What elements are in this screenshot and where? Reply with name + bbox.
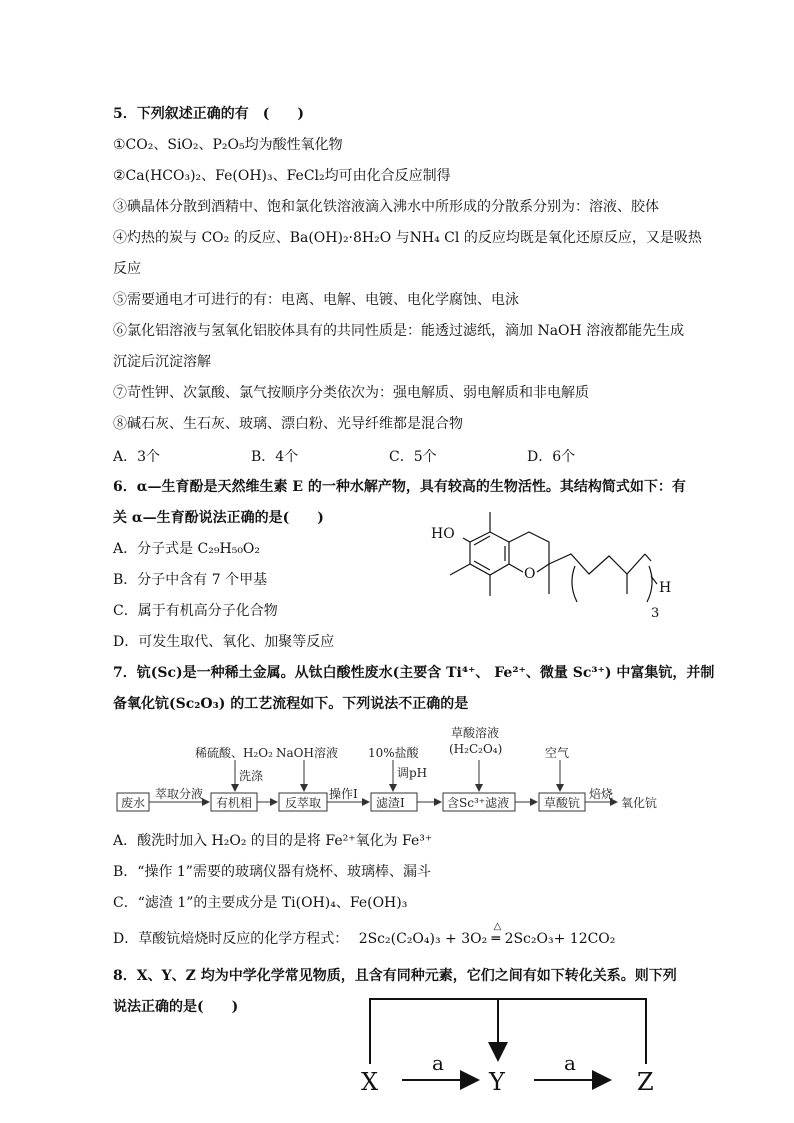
- substance-z-label: Z: [637, 1068, 654, 1096]
- flow-reagent-label: NaOH溶液: [276, 746, 338, 760]
- equals-sign: ═: [491, 931, 501, 947]
- flow-box-label: 含Sc³⁺滤液: [447, 796, 510, 810]
- q7-stem-continued: 备氧化钪(Sc₂O₃) 的工艺流程如下。下列说法不正确的是: [113, 696, 469, 712]
- flow-arrow-label: 萃取分液: [155, 787, 204, 801]
- q5-item: ⑦苛性钾、次氯酸、氯气按顺序分类依次为：强电解质、弱电解质和非电解质: [113, 385, 589, 401]
- q5-item: ⑤需要通电才可进行的有：电离、电解、电镀、电化学腐蚀、电泳: [113, 292, 519, 308]
- flow-reagent-label: 10%盐酸: [368, 746, 419, 760]
- substance-x-label: X: [361, 1068, 379, 1096]
- q6-option-d[interactable]: D．可发生取代、氧化、加聚等反应: [113, 634, 335, 650]
- q7-option-b[interactable]: B．“操作 1”需要的玻璃仪器有烧杯、玻璃棒、漏斗: [113, 864, 431, 880]
- flow-side-label: 调pH: [397, 766, 428, 780]
- q6-option-b[interactable]: B．分子中含有 7 个甲基: [113, 572, 268, 588]
- q6-stem-continued: 关 α—生育酚说法正确的是( ): [113, 510, 324, 526]
- q5-options: [113, 446, 653, 466]
- q5-item: ⑥氯化铝溶液与氢氧化铝胶体具有的共同性质是：能透过滤纸，滴加 NaOH 溶液都能先生成: [113, 323, 685, 339]
- q7-equation-right: 2Sc₂O₃+ 12CO₂: [504, 931, 616, 947]
- flow-arrow-label: 操作Ⅰ: [329, 787, 358, 801]
- flow-box-label: 草酸钪: [544, 796, 581, 810]
- q6-option-c[interactable]: C．属于有机高分子化合物: [113, 603, 278, 619]
- flow-box-label: 废水: [121, 796, 146, 810]
- q6-option-a[interactable]: A．分子式是 C₂₉H₅₀O₂: [113, 541, 261, 557]
- flow-reagent-label: (H₂C₂O₄): [449, 742, 503, 756]
- q6-stem: 6．α—生育酚是天然维生素 E 的一种水解产物，具有较高的生物活性。其结构简式如下：有: [113, 479, 686, 495]
- q5-item: ①CO₂、SiO₂、P₂O₅均为酸性氧化物: [113, 137, 343, 153]
- q7-equation-sign: [491, 921, 502, 949]
- scandium-process-flowchart: [113, 722, 693, 822]
- flow-reagent-label: 草酸溶液: [451, 726, 500, 740]
- q5-stem: 5．下列叙述正确的有 ( ): [113, 106, 304, 122]
- q7-option-a[interactable]: A．酸洗时加入 H₂O₂ 的目的是将 Fe²⁺氧化为 Fe³⁺: [113, 833, 433, 849]
- flow-box-label: 滤渣Ⅰ: [376, 796, 405, 810]
- q8-stem: 8．X、Y、Z 均为中学化学常见物质，且含有同种元素，它们之间有如下转化关系。则下列: [113, 968, 677, 984]
- q5-option-b[interactable]: B．4个: [251, 449, 299, 465]
- repeat-count-label: 3: [651, 606, 660, 621]
- reagent-a-label: a: [564, 1051, 576, 1075]
- substance-y-label: Y: [489, 1068, 505, 1096]
- q5-item: ⑧碱石灰、生石灰、玻璃、漂白粉、光导纤维都是混合物: [113, 416, 463, 432]
- q5-option-a[interactable]: A．3个: [113, 449, 161, 465]
- heating-symbol: △: [493, 921, 502, 932]
- q7-option-d[interactable]: [113, 921, 616, 949]
- q5-item-continued: 沉淀后沉淀溶解: [113, 354, 211, 370]
- q5-option-c[interactable]: C．5个: [389, 449, 437, 465]
- q7-equation-left: 2Sc₂(C₂O₄)₃ + 3O₂: [358, 931, 488, 947]
- q5-item: ④灼热的炭与 CO₂ 的反应、Ba(OH)₂·8H₂O 与NH₄ Cl 的反应均既是氧化还原反应，又是吸热: [113, 230, 702, 246]
- flow-box-label: 有机相: [216, 796, 253, 810]
- q5-item-continued: 反应: [113, 261, 141, 277]
- q7-option-d-prefix: D．草酸钪焙烧时反应的化学方程式：: [113, 931, 349, 947]
- q5-option-d[interactable]: D．6个: [527, 449, 576, 465]
- q5-item: ②Ca(HCO₃)₂、Fe(OH)₃、FeCl₂均可由化合反应制得: [113, 168, 451, 184]
- ring-oxygen-label: O: [524, 566, 536, 582]
- q5-item: ③碘晶体分散到酒精中、饱和氯化铁溶液滴入沸水中所形成的分散系分别为：溶液、胶体: [113, 199, 659, 215]
- q7-stem: 7．钪(Sc)是一种稀土金属。从钛白酸性废水(主要含 Ti⁴⁺、 Fe²⁺、微量 Sc³⁺) 中富集钪，并制: [113, 665, 715, 681]
- flow-side-label: 洗涤: [239, 769, 264, 783]
- q7-option-c[interactable]: C．“滤渣 1”的主要成分是 Ti(OH)₄、Fe(OH)₃: [113, 895, 408, 911]
- flow-box-label: 反萃取: [285, 796, 322, 810]
- terminal-h-label: H: [659, 580, 672, 596]
- flow-arrow-label: 焙烧: [589, 787, 614, 801]
- xyz-conversion-diagram: [350, 994, 670, 1102]
- flow-reagent-label: 稀硫酸、H₂O₂: [195, 746, 273, 760]
- reagent-a-label: a: [432, 1051, 444, 1075]
- q8-stem-continued: 说法正确的是( ): [113, 999, 239, 1015]
- flow-reagent-label: 空气: [545, 746, 570, 760]
- tocopherol-structure: [425, 506, 690, 621]
- flow-product-label: 氧化钪: [621, 796, 658, 810]
- hydroxyl-label: HO: [431, 526, 455, 542]
